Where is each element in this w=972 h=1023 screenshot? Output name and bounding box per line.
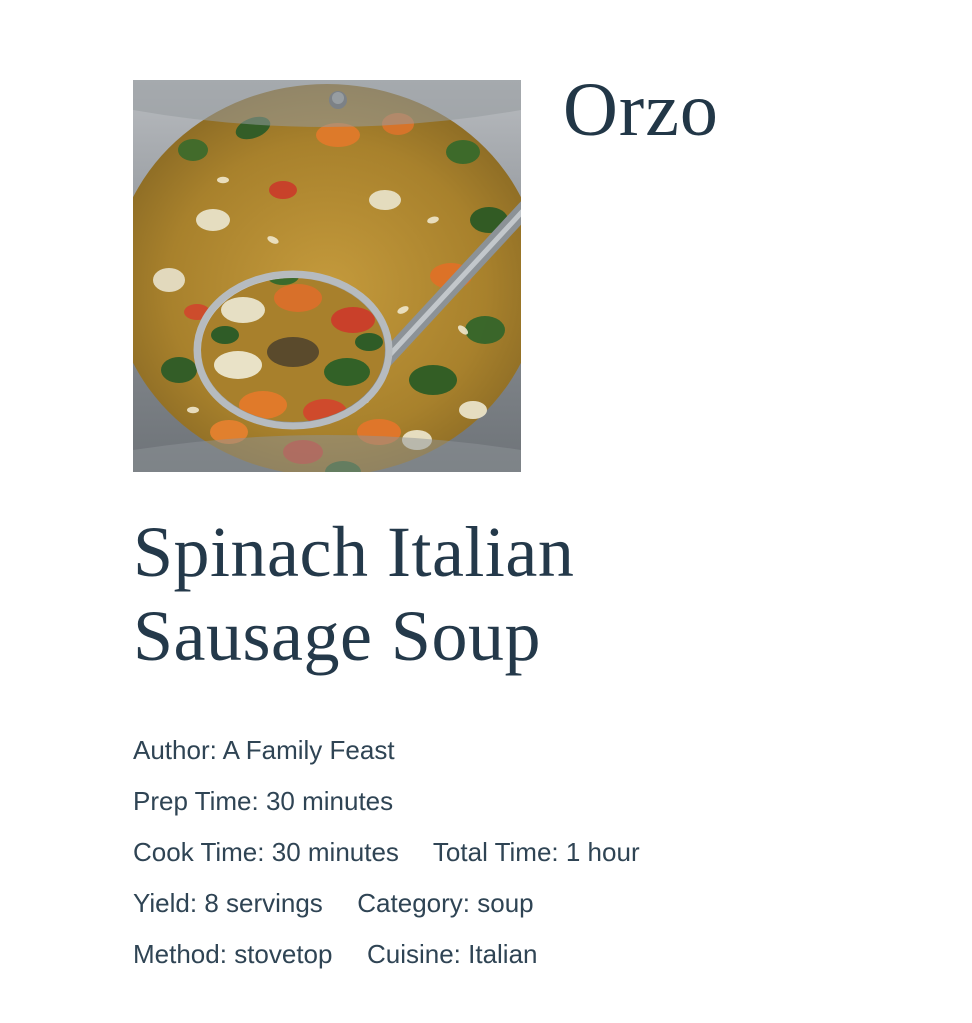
yield-value: 8 servings: [204, 888, 323, 918]
recipe-meta: [133, 735, 893, 990]
page-title: [133, 510, 773, 678]
yield-label: Yield:: [133, 888, 198, 918]
prep-time-value: 30 minutes: [265, 786, 394, 816]
meta-row-yield-category: [133, 888, 893, 919]
method-label: Method:: [133, 939, 227, 969]
author-value: A Family Feast: [222, 735, 395, 765]
method-value: stovetop: [234, 939, 333, 969]
cuisine-label: Cuisine:: [366, 939, 461, 969]
meta-row-cook-total-time: [133, 837, 893, 868]
prep-time-label: Prep Time:: [133, 786, 259, 816]
total-time-label: Total Time:: [432, 837, 559, 867]
recipe-title-line-1: Spinach Italian: [133, 512, 575, 592]
cuisine-value: Italian: [468, 939, 538, 969]
total-time-value: 1 hour: [565, 837, 640, 867]
category-value: soup: [477, 888, 534, 918]
meta-row-author: [133, 735, 893, 766]
meta-row-method-cuisine: [133, 939, 893, 970]
recipe-title-line-2: Sausage Soup: [133, 596, 541, 677]
meta-row-prep-time: [133, 786, 893, 817]
recipe-photo: [133, 80, 521, 472]
page-headword: Orzo: [563, 68, 719, 152]
category-label: Category:: [357, 888, 471, 918]
soup-photo-illustration: [133, 80, 521, 472]
cook-time-label: Cook Time:: [133, 837, 265, 867]
author-label: Author:: [133, 735, 217, 765]
cook-time-value: 30 minutes: [271, 837, 399, 867]
